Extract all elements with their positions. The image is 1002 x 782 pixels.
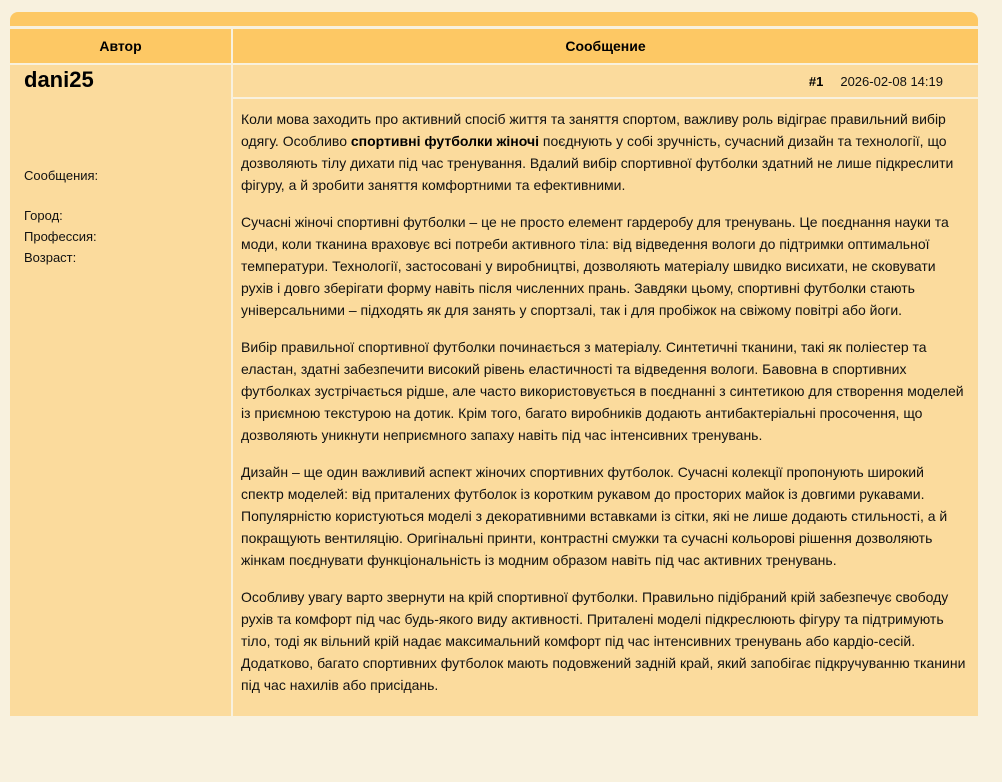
paragraph-3: Вибір правильної спортивної футболки починається з матеріалу. Синтетичні тканини, такі як поліестер та еластан, здатні забезпечити високий рівень еластичності та відведення вологи. Бавовна в спортивних футболках зустрічається рідше, але часто використовується в поєднанні з синтетикою для створення моделей із приємною текстурою на дотик. Крім того, багато виробників додають антибактеріальні просочення, що дозволяють уникнути неприємного запаху навіть під час інтенсивних тренувань. xyxy=(241,339,964,443)
paragraph-1 xyxy=(241,108,968,196)
author-cell xyxy=(10,65,231,716)
column-header-author: Автор xyxy=(10,29,231,63)
post-meta-row xyxy=(233,65,978,97)
topic-title-bar xyxy=(10,12,978,26)
paragraph-1-text-before: Коли мова заходить про активний спосіб життя та заняття спортом, важливу роль відіграє правильний вибір одягу. Особливо xyxy=(241,111,946,149)
profile-field-profession: Профессия: xyxy=(24,229,97,244)
post-number-link[interactable]: #1 xyxy=(808,73,824,89)
bold-keyword: спортивні футболки жіночі xyxy=(350,133,539,149)
profile-field-city: Город: xyxy=(24,208,63,223)
paragraph-2: Сучасні жіночі спортивні футболки – це не просто елемент гардеробу для тренувань. Це поєднання науки та моди, коли тканина враховує всі потреби активного тіла: від відведення вологи до підтримки оптимальної температури. Технології, застосовані у виробництві, дозволяють матеріалу швидко висихати, не сковувати рухів і довго зберігати форму навіть після численних прань. Завдяки цьому, спортивні футболки стають універсальними – підходять як для занять у спортзалі, так і для пробіжок на свіжому повітрі або йоги. xyxy=(241,214,949,318)
profile-field-messages: Сообщения: xyxy=(24,168,99,183)
paragraph-5: Особливу увагу варто звернути на крій спортивної футболки. Правильно підібраний крій забезпечує свободу рухів та комфорт під час будь-якого виду активності. Приталені моделі підкреслюють фігуру та підтримують тіло, тоді як вільний крій надає максимальний комфорт під час інтенсивних тренувань або кардіо-сесій. Додатково, багато спортивних футболок мають подовжений задній край, який запобігає підкручуванню тканини під час нахилів або присідань. xyxy=(241,589,966,693)
forum-page xyxy=(10,0,978,716)
post-date: 2026-02-08 14:19 xyxy=(840,73,943,89)
profile-field-age: Возраст: xyxy=(24,250,77,265)
paragraph-4: Дизайн – ще один важливий аспект жіночих спортивних футболок. Сучасні колекції пропонують широкий спектр моделей: від приталених футболок із коротким рукавом до просторих майок із довгими рукавами. Популярністю користуються моделі з декоративними вставками із сітки, які не лише додають стильності, а й покращують вентиляцію. Оригінальні принти, контрастні смужки та сучасні кольорові рішення дозволяють жінкам поєднувати функціональність із модним образом навіть під час активних тренувань. xyxy=(241,464,948,568)
post-message-cell xyxy=(233,99,978,716)
column-header-message: Сообщение xyxy=(233,29,978,63)
author-profile-fields xyxy=(24,165,223,268)
paragraph-1-text-after: поєднують у собі зручність, сучасний дизайн та технології, що дозволяють тілу дихати під час тренування. Вдалий вибір спортивної футболки здатний не лише підкреслити фігуру, а й зробити заняття комфортними та ефективними. xyxy=(241,133,954,193)
post-table xyxy=(10,29,978,716)
author-username[interactable]: dani25 xyxy=(24,67,94,92)
